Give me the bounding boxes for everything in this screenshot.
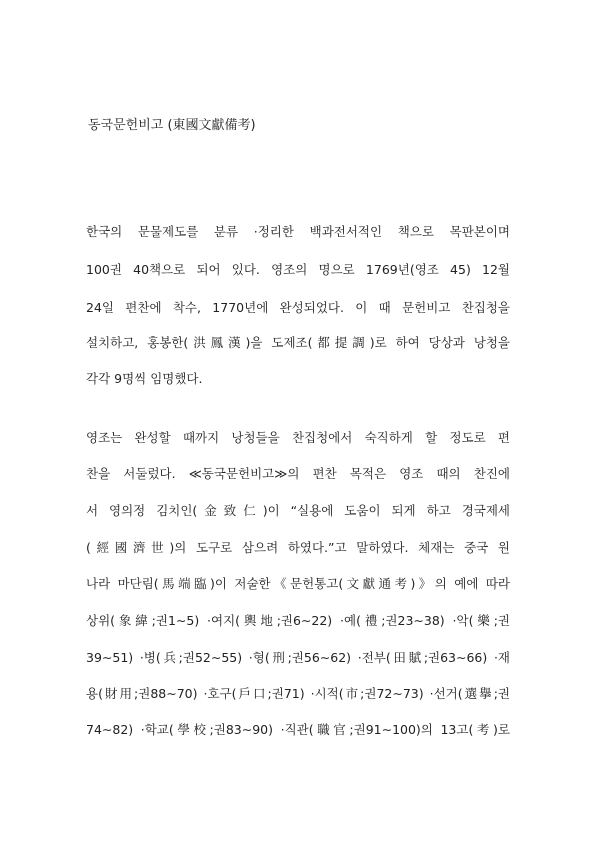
paragraph-line: 설치하고, 홍봉한(洪鳳漢)을 도제조(都提調)로 하여 당상과 낭청을	[86, 335, 510, 350]
paragraph-line: 용(財用;권88∼70) ·호구(戶口;권71) ·시적(市;권72∼73) ·선거(選擧;권	[86, 686, 510, 701]
paragraph-line: 39∼51) ·병(兵;권52∼55) ·형(刑;권56∼62) ·전부(田賦;권63∼66) ·재	[86, 650, 510, 665]
paragraph-line: 74∼82) ·학교(學校;권83∼90) ·직관(職官;권91∼100)의 13고(考)로	[86, 722, 510, 737]
paragraph-line: 24일 편찬에 착수, 1770년에 완성되었다. 이 때 문헌비고 찬집청을	[86, 300, 510, 315]
paragraph-line: 나라 마단림(馬端臨)이 저술한《문헌통고(文獻通考)》의 예에 따라	[86, 576, 510, 591]
document-title: 동국문헌비고 (東國文獻備考)	[88, 118, 256, 133]
paragraph-line: 100권 40책으로 되어 있다. 영조의 명으로 1769년(영조 45) 12월	[86, 262, 510, 277]
paragraph-line: 영조는 완성할 때까지 낭청들을 찬집청에서 숙직하게 할 정도로 편	[86, 430, 510, 445]
paragraph-line: (經國濟世)의 도구로 삼으려 하였다.”고 말하였다. 체재는 중국 원	[86, 540, 510, 555]
paragraph-line: 상위(象緯;권1∼5) ·여지(輿地;권6∼22) ·예(禮;권23∼38) ·악(樂;권	[86, 613, 510, 628]
paragraph-line: 서 영의정 김치인(金致仁)이 “실용에 도움이 되게 하고 경국제세	[86, 503, 510, 518]
paragraph-line: 각각 9명씩 임명했다.	[86, 371, 203, 386]
paragraph-line: 한국의 문물제도를 분류 ·정리한 백과전서적인 책으로 목판본이며	[86, 224, 510, 239]
paragraph-line: 찬을 서둘렀다. ≪동국문헌비고≫의 편찬 목적은 영조 때의 찬진에	[86, 466, 510, 481]
